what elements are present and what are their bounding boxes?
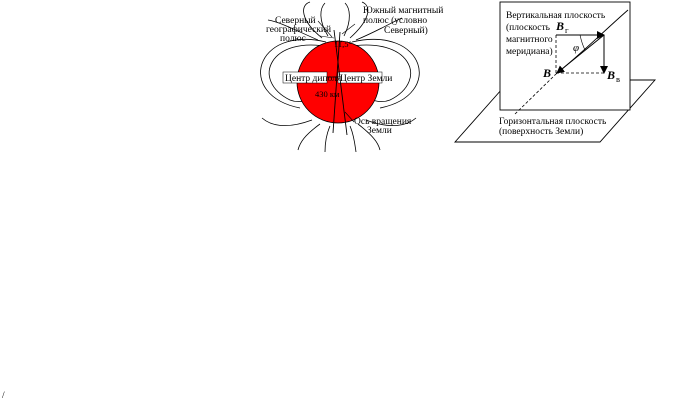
b-horizontal-sub: г: [565, 25, 569, 35]
south-magnetic-line1: Южный магнитный: [363, 6, 444, 16]
distance-label: 430 км: [315, 89, 340, 99]
b-total-label: B: [543, 66, 552, 80]
magnetic-vector-figure: [455, 2, 655, 142]
rotation-axis-line1: Ось вращения: [354, 117, 412, 127]
geo-north-line2: географический: [266, 25, 332, 35]
earth-dipole-figure: [261, 2, 444, 152]
rotation-axis-line2: Земли: [367, 126, 392, 136]
vertical-plane-line4: меридиана): [506, 47, 553, 57]
phi-label: φ: [573, 42, 580, 54]
vertical-plane-line2: (плоскость: [506, 23, 551, 33]
vertical-plane-line1: Вертикальная плоскость: [506, 11, 606, 21]
south-magnetic-line3: Северный): [384, 26, 428, 36]
vertical-plane-line3: магнитного: [506, 35, 553, 45]
center-earth-label: Центр Земли: [340, 74, 393, 84]
horizontal-plane-line2: (поверхность Земли): [499, 127, 584, 137]
b-vertical-sub: в: [616, 74, 621, 84]
south-magnetic-line2: полюс (условно: [363, 16, 428, 26]
stray-mark: /: [2, 391, 5, 401]
center-dipole-label: Центр диполя: [285, 74, 342, 84]
geo-north-line1: Северный: [275, 16, 316, 26]
geo-north-line3: полюс: [280, 34, 306, 44]
angle-label: 11,5°: [334, 39, 352, 49]
horizontal-plane-line1: Горизонтальная плоскость: [499, 117, 607, 127]
b-vertical-label: B: [607, 68, 616, 82]
b-horizontal-label: B: [556, 19, 565, 33]
